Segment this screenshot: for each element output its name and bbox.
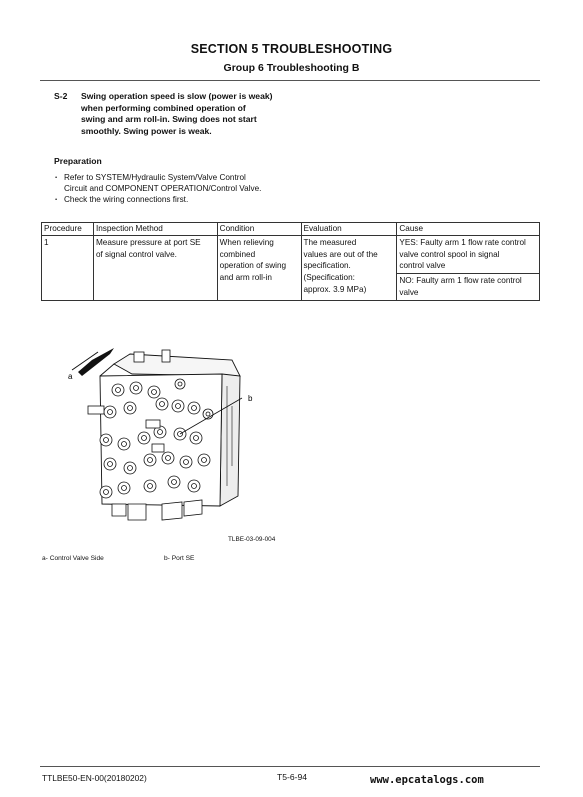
cell-line: control valve	[399, 261, 446, 271]
cell-cause-no	[397, 274, 540, 301]
cell-line: The measured	[303, 237, 357, 247]
cell-line: and arm roll-in	[219, 273, 272, 283]
figure-caption: TLBE-03-09-004	[228, 536, 276, 543]
cell-line: approx. 3.9 MPa)	[303, 284, 367, 294]
troubleshooting-table	[41, 222, 540, 301]
header-inspection-method: Inspection Method	[93, 223, 217, 236]
cell-line: Measure pressure at port SE	[95, 237, 201, 247]
cell-line: valve	[399, 287, 419, 297]
cell-line: (Specification:	[303, 273, 355, 283]
cell-line: YES: Faulty arm 1 flow rate control	[399, 237, 526, 247]
preparation-item	[52, 194, 352, 205]
preparation-item-line: ・ Refer to SYSTEM/Hydraulic System/Valve Control	[64, 173, 246, 182]
preparation-title: Preparation	[54, 156, 102, 166]
symptom-line: swing and arm roll-in. Swing does not start	[81, 114, 257, 125]
page-number: T5-6-94	[276, 772, 308, 782]
cell-line: combined	[219, 249, 256, 259]
section-title: SECTION 5 TROUBLESHOOTING	[190, 42, 393, 56]
cell-cause-yes	[397, 235, 540, 273]
cell-line: specification.	[303, 261, 351, 271]
symptom-line: smoothly. Swing power is weak.	[81, 125, 212, 136]
symptom-line: Swing operation speed is slow (power is weak)	[81, 91, 273, 101]
cell-line: of signal control valve.	[95, 249, 177, 259]
header-condition: Condition	[217, 223, 301, 236]
valve-body-side	[220, 374, 240, 506]
cell-line: operation of swing	[219, 261, 287, 271]
header-procedure: Procedure	[42, 223, 94, 236]
legend-item-b: b- Port SE	[164, 555, 195, 562]
preparation-item-line: ・ Check the wiring connections first.	[64, 195, 189, 204]
symptom-code: S-2	[54, 91, 68, 101]
control-valve-illustration	[62, 346, 262, 536]
figure-label-b: b	[248, 394, 253, 403]
legend-item-a: a- Control Valve Side	[42, 555, 104, 562]
cell-line: valve control spool in signal	[399, 249, 500, 259]
cell-line: values are out of the	[303, 249, 378, 259]
preparation-item-line: Circuit and COMPONENT OPERATION/Control Valve.	[64, 184, 262, 193]
valve-body-top	[114, 354, 240, 376]
cell-inspection-method	[93, 235, 217, 300]
table-row	[42, 235, 540, 273]
footer-divider	[40, 766, 540, 767]
figure-label-a: a	[68, 372, 73, 381]
preparation-item	[52, 172, 352, 194]
cell-line: When relieving	[219, 237, 274, 247]
table-header-row	[42, 223, 540, 236]
group-title: Group 6 Troubleshooting B	[223, 62, 360, 74]
symptom-description	[81, 91, 311, 137]
preparation-list	[52, 172, 352, 205]
cell-evaluation	[301, 235, 397, 300]
cell-line: NO: Faulty arm 1 flow rate control	[399, 276, 522, 286]
header-evaluation: Evaluation	[301, 223, 397, 236]
website-watermark: www.epcatalogs.com	[370, 774, 484, 786]
cell-condition	[217, 235, 301, 300]
header-divider	[40, 80, 540, 81]
footer-doc-code: TTLBE50-EN-00(20180202)	[42, 773, 147, 783]
cell-procedure: 1	[42, 235, 94, 300]
symptom-line: when performing combined operation of	[81, 102, 246, 113]
header-cause: Cause	[397, 223, 540, 236]
